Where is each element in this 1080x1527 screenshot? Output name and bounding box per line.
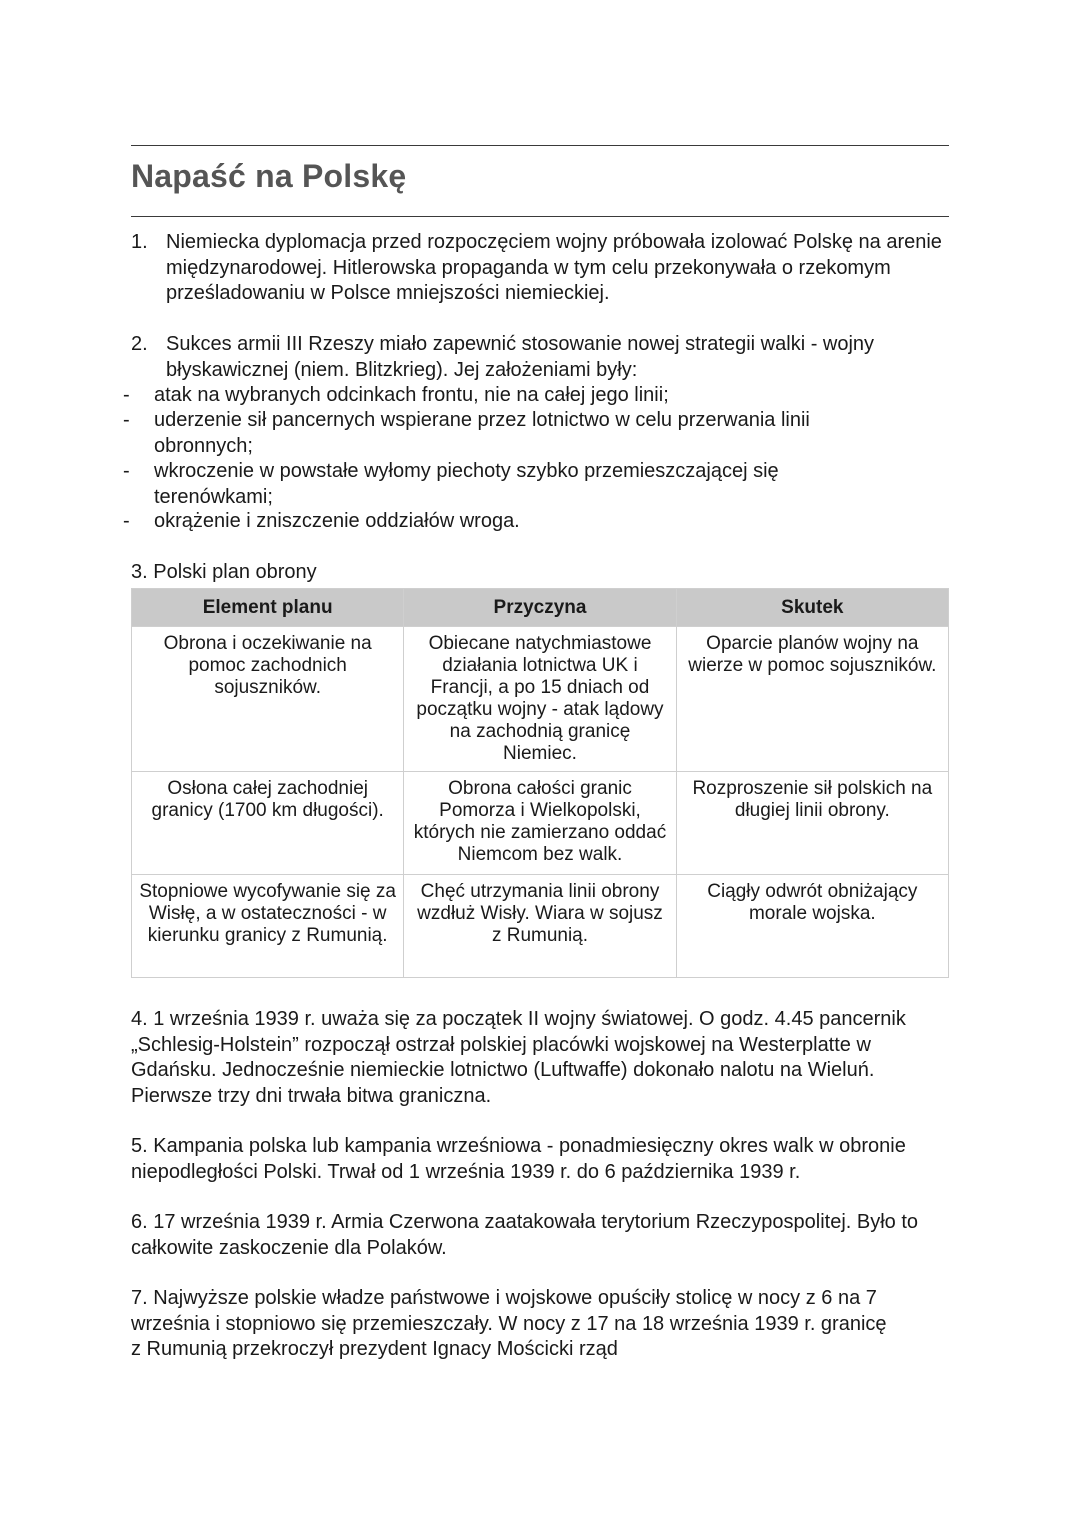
column-header: Element planu: [132, 589, 404, 627]
bullet-item: [123, 408, 949, 459]
bullet-text: okrążenie i zniszczenie oddziałów wroga.: [154, 510, 520, 532]
paragraph-4: 4. 1 września 1939 r. uważa się za początek II wojny światowej. O godz. 4.45 pancernik „Schlesig-Holstein” rozpoczął ostrzał polskiej placówki wojskowej na Westerplatte w Gdańsku. Jednocześnie niemieckie lotnictwo (Luftwaffe) dokonało nalotu na Wieluń. Pierwsze trzy dni trwała bitwa graniczna.: [131, 1008, 906, 1107]
list-item-1: [131, 230, 949, 307]
table-row: [132, 772, 949, 875]
list-item-text: Sukces armii III Rzeszy miało zapewnić stosowanie nowej strategii walki - wojny błyskawicznej (niem. Blitzkrieg). Jej założeniami były:: [166, 333, 875, 381]
bullet-item: [123, 383, 949, 409]
list-item-text: Niemiecka dyplomacja przed rozpoczęciem wojny próbowała izolować Polskę na arenie międzynarodowej. Hitlerowska propaganda w tym celu przekonywała o rzekomym prześladowaniu w Polsce mniejszości niemieckiej.: [166, 231, 942, 304]
page-title: Napaść na Polskę: [131, 158, 407, 194]
top-divider: [131, 145, 949, 146]
defense-plan-table: [131, 588, 949, 978]
dash-marker: -: [123, 510, 130, 532]
table-cell: Stopniowe wycofywanie się za Wisłę, a w ostateczności - w kierunku granicy z Rumunią.: [132, 875, 404, 978]
table-cell: Obiecane natychmiastowe działania lotnictwa UK i Francji, a po 15 dniach od początku wojny - atak lądowy na zachodnią granicę Niemiec.: [404, 627, 676, 772]
table-cell: Oparcie planów wojny na wierze w pomoc sojuszników.: [676, 627, 948, 772]
dash-marker: -: [123, 384, 130, 406]
title-divider: [131, 216, 949, 217]
bullet-text: wkroczenie w powstałe wyłomy piechoty szybko przemieszczającej się terenówkami;: [154, 460, 779, 508]
paragraph-6: 6. 17 września 1939 r. Armia Czerwona zaatakowała terytorium Rzeczypospolitej. Było to całkowite zaskoczenie dla Polaków.: [131, 1211, 919, 1259]
bullet-item: [123, 509, 949, 535]
table-row: [132, 627, 949, 772]
table-row: [132, 875, 949, 978]
bullet-text: atak na wybranych odcinkach frontu, nie na całej jego linii;: [154, 384, 669, 406]
dash-marker: -: [123, 460, 130, 482]
table-cell: Ciągły odwrót obniżający morale wojska.: [676, 875, 948, 978]
bullet-text: uderzenie sił pancernych wspierane przez lotnictwo w celu przerwania linii obronnych;: [154, 409, 810, 457]
table-cell: Osłona całej zachodniej granicy (1700 km długości).: [132, 772, 404, 875]
list-item-2: [131, 332, 949, 383]
table-cell: Obrona i oczekiwanie na pomoc zachodnich sojuszników.: [132, 627, 404, 772]
dash-marker: -: [123, 409, 130, 431]
column-header: Przyczyna: [404, 589, 676, 627]
paragraph-7: 7. Najwyższe polskie władze państwowe i wojskowe opuściły stolicę w nocy z 6 na 7 września i stopniowo się przemieszczały. W nocy z 17 na 18 września 1939 r. granicę z Rumunią przekroczył prezydent Ignacy Mościcki rząd: [131, 1287, 887, 1360]
list-number: 1.: [131, 231, 148, 253]
paragraph-5: 5. Kampania polska lub kampania wrześniowa - ponadmiesięczny okres walk w obronie niepodległości Polski. Trwał od 1 września 1939 r. do 6 października 1939 r.: [131, 1135, 906, 1183]
section-3-label: 3. Polski plan obrony: [131, 561, 317, 583]
table-cell: Obrona całości granic Pomorza i Wielkopolski, których nie zamierzano oddać Niemcom bez walk.: [404, 772, 676, 875]
table-cell: Rozproszenie sił polskich na długiej linii obrony.: [676, 772, 948, 875]
table-header-row: [132, 589, 949, 627]
list-number: 2.: [131, 333, 148, 355]
table-cell: Chęć utrzymania linii obrony wzdłuż Wisły. Wiara w sojusz z Rumunią.: [404, 875, 676, 978]
column-header: Skutek: [676, 589, 948, 627]
bullet-item: [123, 459, 949, 510]
